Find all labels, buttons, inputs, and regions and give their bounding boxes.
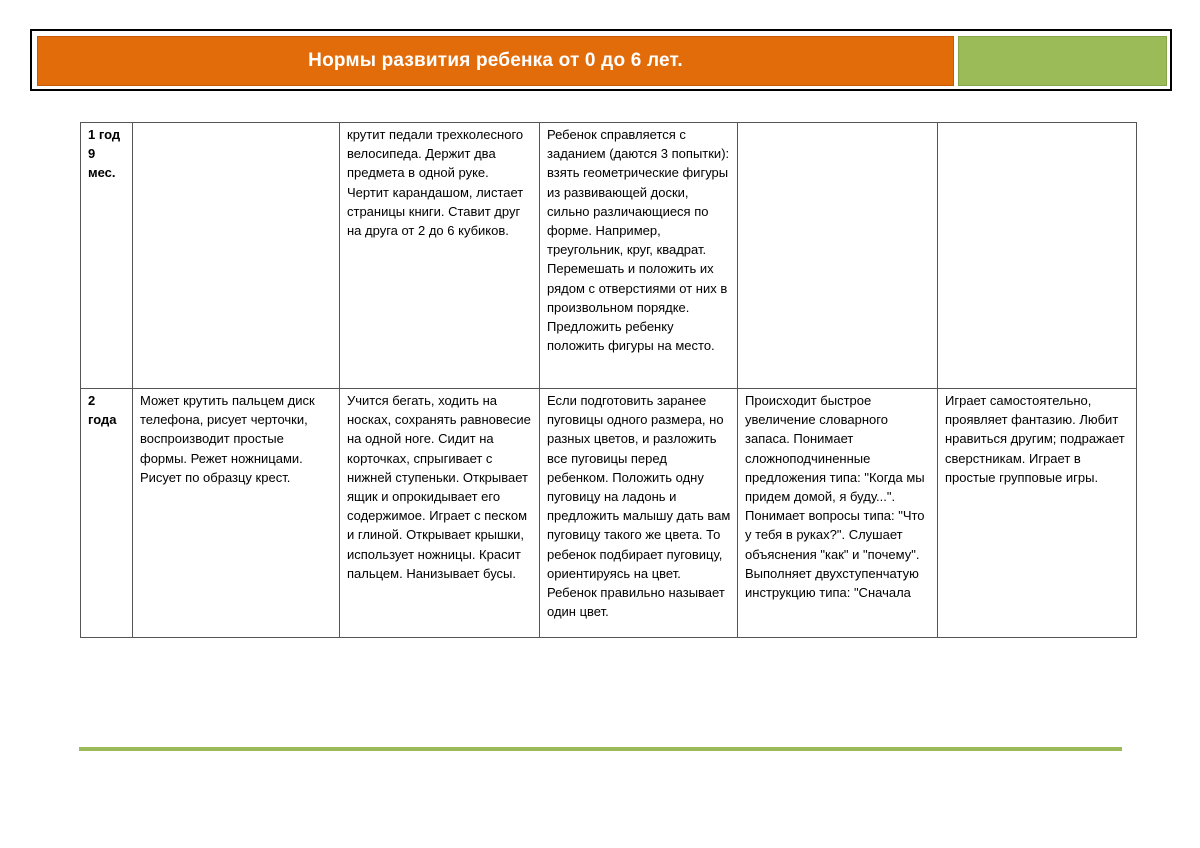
footer-divider — [79, 747, 1122, 751]
fine-motor-cell: Может крутить пальцем диск телефона, рисует черточки, воспроизводит простые формы. Режет ножницами. Рисует по образцу крест. — [133, 389, 340, 638]
cognitive-cell: Ребенок справляется с заданием (даются 3 попытки): взять геометрические фигуры из развивающей доски, сильно различающиеся по форме. Например, треугольник, круг, квадрат. Перемешать и положить их рядом с отверстиями от них в произвольном порядке. Предложить ребенку положить фигуры на место. — [540, 123, 738, 389]
table-row — [81, 389, 1137, 638]
gross-motor-cell: крутит педали трехколесного велосипеда. Держит два предмета в одной руке. Чертит карандашом, листает страницы книги. Ставит друг на друга от 2 до 6 кубиков. — [340, 123, 540, 389]
age-cell: 2 года — [81, 389, 133, 638]
speech-cell — [738, 123, 938, 389]
fine-motor-cell — [133, 123, 340, 389]
cognitive-cell: Если подготовить заранее пуговицы одного размера, но разных цветов, и разложить все пуговицы перед ребенком. Положить одну пуговицу на ладонь и предложить малышу дать вам пуговицу такого же цвета. То ребенок подбирает пуговицу, ориентируясь на цвет. Ребенок правильно называет один цвет. — [540, 389, 738, 638]
speech-cell: Происходит быстрое увеличение словарного запаса. Понимает сложноподчиненные предложения типа: "Когда мы придем домой, я буду...". Понимает вопросы типа: "Что у тебя в руках?". Слушает объяснения "как" и "почему". Выполняет двухступенчатую инструкцию типа: "Сначала — [738, 389, 938, 638]
page-title: Нормы развития ребенка от 0 до 6 лет. — [308, 50, 683, 71]
development-norms-table — [80, 122, 1137, 638]
header-accent-block — [958, 36, 1167, 86]
table-row — [81, 123, 1137, 389]
header-title-bar — [37, 36, 954, 86]
age-cell: 1 год 9 мес. — [81, 123, 133, 389]
gross-motor-cell: Учится бегать, ходить на носках, сохранять равновесие на одной ноге. Сидит на корточках, спрыгивает с нижней ступеньки. Открывает ящик и опрокидывает его содержимое. Играет с песком и глиной. Открывает крышки, использует ножницы. Красит пальцем. Нанизывает бусы. — [340, 389, 540, 638]
social-cell — [938, 123, 1137, 389]
header-banner — [30, 29, 1172, 91]
social-cell: Играет самостоятельно, проявляет фантазию. Любит нравиться другим; подражает сверстникам. Играет в простые групповые игры. — [938, 389, 1137, 638]
